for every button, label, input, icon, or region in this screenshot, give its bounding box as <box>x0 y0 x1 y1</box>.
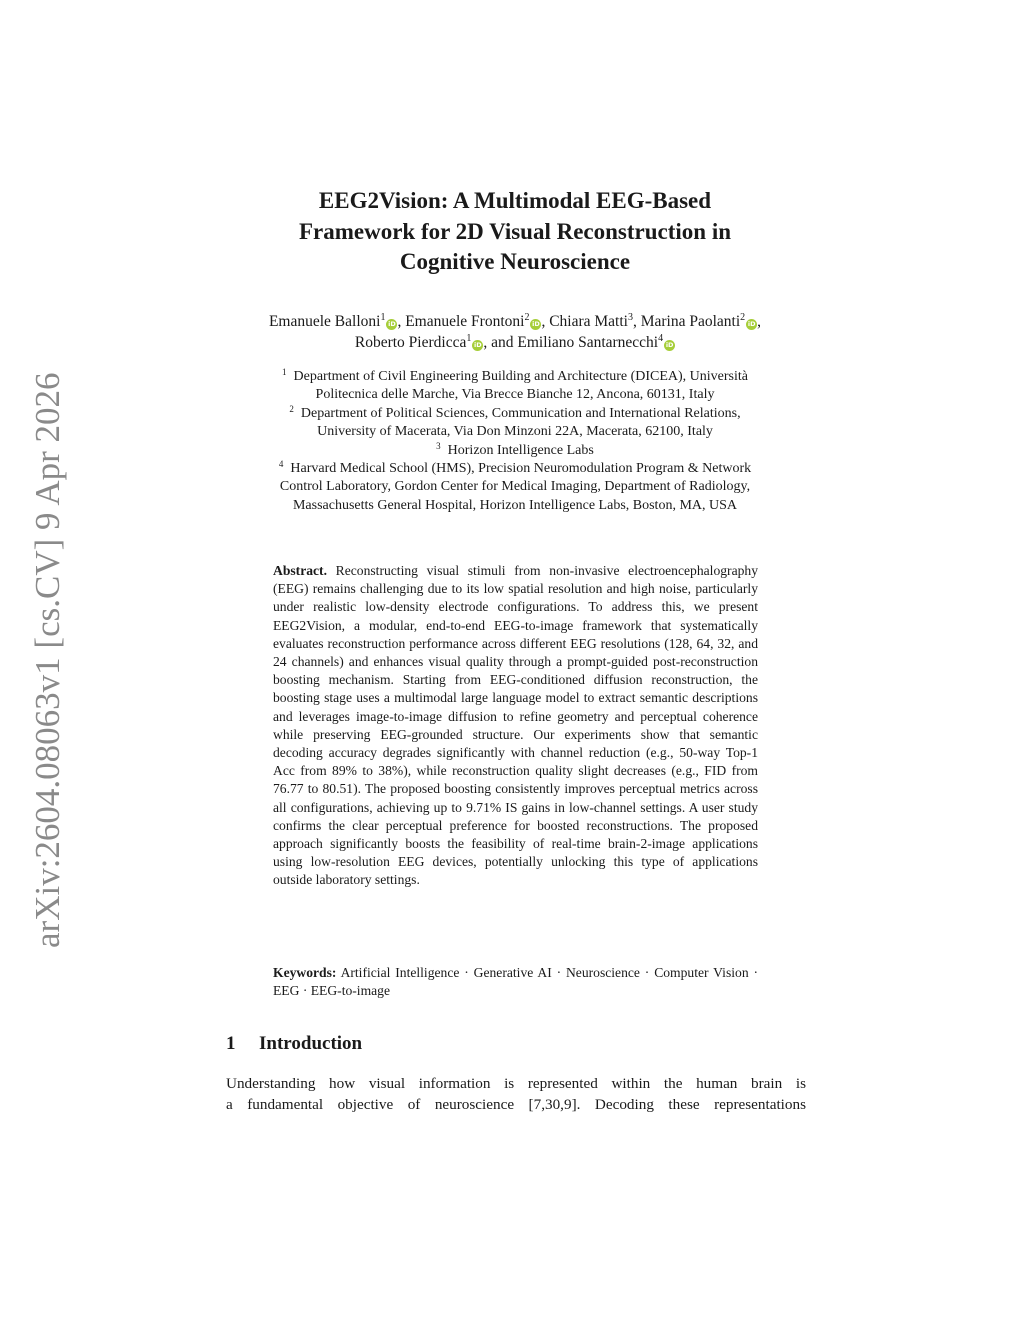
affiliation-4-line-1 <box>200 460 830 478</box>
affiliation-1-line-2: Politecnica delle Marche, Via Brecce Bianche 12, Ancona, 60131, Italy <box>315 387 715 403</box>
author-list <box>210 311 820 353</box>
author-affiliation-mark: 2 <box>740 312 746 323</box>
author-name: Chiara Matti <box>549 313 628 330</box>
title-line-3: Cognitive Neuroscience <box>399 249 631 274</box>
arxiv-identifier-stamp: arXiv:2604.08063v1 [cs.CV] 9 Apr 2026 <box>28 372 67 948</box>
title-line-2: Framework for 2D Visual Reconstruction in <box>298 218 732 244</box>
abstract-label: Abstract. <box>273 563 327 578</box>
abstract <box>273 562 758 890</box>
author-name: Emiliano Santarnecchi <box>517 334 659 351</box>
section-heading <box>226 1033 362 1055</box>
orcid-icon[interactable]: iD <box>747 320 756 328</box>
section-number: 1 <box>226 1033 236 1054</box>
orcid-icon[interactable]: iD <box>665 341 674 349</box>
author-line-1: Emanuele Balloni$^1$iD , Emanuele Frontoni$^2$iD , Chiara Matti$^3$, Marina Paolanti$^2$iD , <box>268 312 762 330</box>
paragraph-line-2: a fundamental objective of neuroscience [7,30,9]. Decoding these representations <box>226 1096 806 1113</box>
affiliation-text: Department of Political Sciences, Communication and International Relations, <box>300 405 741 421</box>
author-affiliation-mark: 1 <box>466 333 472 344</box>
author-joiner: , and <box>483 334 514 351</box>
orcid-icon[interactable]: iD <box>532 320 540 328</box>
affiliation-text: Department of Civil Engineering Building and Architecture (DICEA), Università <box>293 369 748 384</box>
orcid-icon[interactable]: iD <box>474 341 482 349</box>
affiliation-1-line-1 <box>200 368 830 386</box>
author-name: Marina Paolanti <box>640 313 741 330</box>
title-line-1: EEG2Vision: A Multimodal EEG-Based <box>318 188 712 213</box>
orcid-icon[interactable]: iD <box>388 320 396 328</box>
affiliation-mark: 4 <box>278 459 284 470</box>
affiliation-list <box>200 368 830 515</box>
affiliation-3-line-1 <box>200 442 830 460</box>
author-affiliation-mark: 4 <box>658 333 664 344</box>
author-name: Roberto Pierdicca <box>354 334 467 351</box>
affiliation-text: Harvard Medical School (HMS), Precision Neuromodulation Program & Network <box>290 461 752 477</box>
author-affiliation-mark: 1 <box>380 312 386 323</box>
abstract-text: Reconstructing visual stimuli from non-invasive electroencephalography (EEG) remains challenging due to its low spatial resolution and high noise, particularly under realistic low-density electrode configurations. To address this, we present EEG2Vision, a modular, end-to-end EEG-to-image framework that systematically evaluates reconstruction performance across different EEG resolutions (128, 64, 32, and 24 channels) and enhances visual quality through a prompt-guided post-reconstruction boosting mechanism. Starting from EEG-conditioned diffusion reconstruction, the boosting stage uses a multimodal large language model to extract semantic descriptions and leverages image-to-image diffusion to refine geometry and perceptual coherence while preserving EEG-grounded structure. Our experiments show that semantic decoding accuracy degrades significantly with channel reduction (e.g., 50-way Top-1 Acc from 89% to 38%), while reconstruction quality slight decreases (e.g., FID from 76.77 to 80.51). The proposed boosting consistently improves perceptual metrics across all configurations, achieving up to 9.71% IS gains in low-channel settings. A user study confirms the clear perceptual preference for boosted reconstructions. The proposed approach significantly boosts the feasibility of real-time brain-2-image applications using low-resolution EEG devices, potentially unlocking this type of applications outside laboratory settings. <box>273 563 758 888</box>
keywords-label: Keywords: <box>273 965 337 980</box>
author-name: Emanuele Frontoni <box>405 313 525 330</box>
keywords-text: Artificial Intelligence · Generative AI · Neuroscience · Computer Vision · EEG · EEG-to-image <box>273 965 758 999</box>
keywords <box>273 964 758 1000</box>
affiliation-4-line-2: Control Laboratory, Gordon Center for Medical Imaging, Department of Radiology, <box>279 479 751 495</box>
section-title: Introduction <box>259 1033 363 1054</box>
author-affiliation-mark: 2 <box>524 312 530 323</box>
paragraph-line-1: Understanding how visual information is represented within the human brain is <box>226 1075 806 1092</box>
affiliation-4-line-3: Massachusetts General Hospital, Horizon Intelligence Labs, Boston, MA, USA <box>292 497 738 513</box>
affiliation-2-line-1 <box>200 405 830 423</box>
paper-title <box>200 186 830 278</box>
author-affiliation-mark: 3 <box>627 312 633 323</box>
introduction-paragraph <box>226 1073 806 1115</box>
affiliation-mark: 1 <box>282 367 287 377</box>
affiliation-text: Horizon Intelligence Labs <box>447 442 594 458</box>
author-line-2 <box>210 332 820 353</box>
author-name: Emanuele Balloni <box>268 313 381 330</box>
affiliation-mark: 3 <box>436 440 441 451</box>
affiliation-mark: 2 <box>289 403 294 414</box>
affiliation-2-line-2: University of Macerata, Via Don Minzoni 22A, Macerata, 62100, Italy <box>317 424 713 440</box>
